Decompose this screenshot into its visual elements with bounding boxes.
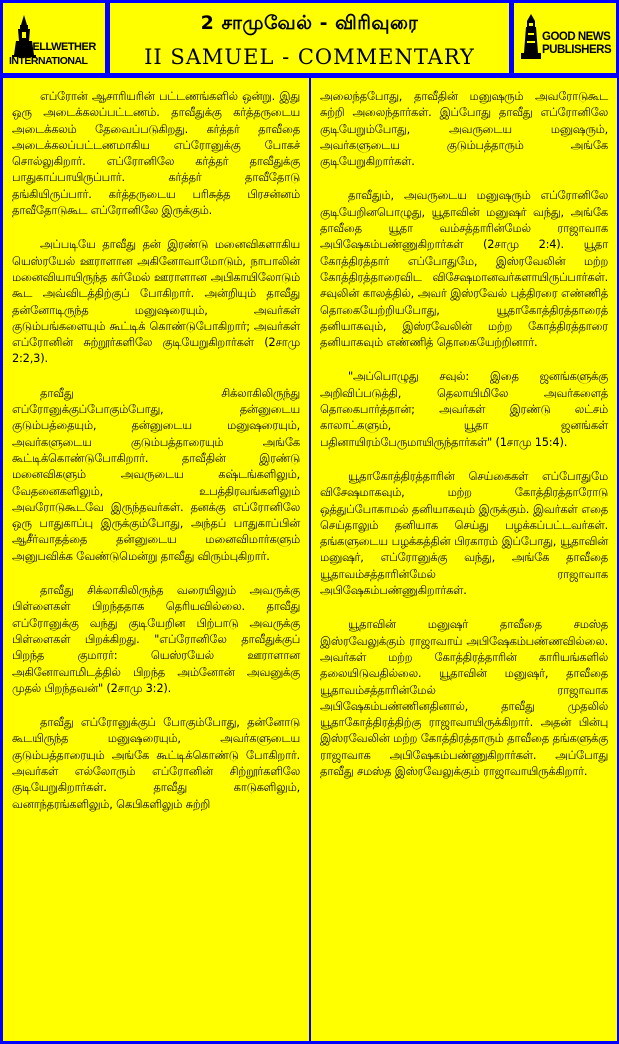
paragraph: அலைந்தபோது, தாவீதின் மனுஷரும் அவரோடுகூட சுற்றி அலைந்தார்கள். இப்போது தாவீது எப்ரோனிலே குடியேறும்போது, அவருடைய மனுஷரும், அவர்களுடைய குடும்பத்தாரும் அங்கே குடியேறுகிறார்கள். [320,89,608,169]
good-news-logo-line1: GOOD NEWS [542,31,611,43]
paragraph: யூதாகோத்திரத்தாரின் செய்கைகள் எப்போதுமே விசேஷமாகவும், மற்ற கோத்திரத்தாரோடு ஒத்துப்போகாமல் தனியாகவும் இருக்கும். இவர்கள் எதை செய்தாலும் தனியாக செய்து பழக்கப்பட்டவர்கள். தங்களுடைய பழக்கத்தின் பிரகாரம் இப்போது, யூதாவின் மனுஷர், எப்ரோனுக்கு வந்து, அங்கே தாவீதை யூதாவம்சத்தாரின்மேல் ராஜாவாக அபிஷேகம்பண்ணுகிறார்கள். [320,468,608,598]
paragraph: எப்ரோன் ஆசாரியரின் பட்டணங்களில் ஒன்று. இது ஒரு அடைக்கலப்பட்டணம். தாவீதுக்கு கர்த்தருடைய அடைக்கலம் தேவைப்படுகிறது. கர்த்தர் தாவீதை அடைக்கலப்பட்டணமாகிய எப்ரோனுக்கு போகச் சொல்லுகிறார். எப்ரோனிலே கர்த்தர் தாவீதுக்கு பாதுகாப்பாயிருப்பார். கர்த்தர் தாவீதோடு தங்கியிருப்பார். கர்த்தருடைய பரிசுத்த பிரசன்னம் தாவீதோடுகூட எப்ரோனிலே இருக்கும். [12,89,300,218]
paragraph: "அப்பொழுது சவுல்: இதை ஜனங்களுக்கு அறிவிப்படுத்தி, தெலாயிமிலே அவர்களைத் தொகைபார்த்தான்; அவர்கள் இரண்டு லட்சம் காலாட்களும், யூதா ஜனங்கள் பதினாயிரம்பேருமாயிருந்தார்கள்" (1சாமு 15:4). [320,369,608,449]
paragraph: யூதாவின் மனுஷர் தாவீதை சமஸ்த இஸ்ரவேலுக்கும் ராஜாவாய் அபிஷேகம்பண்ணவில்லை. அவர்கள் மற்ற கோத்திரத்தாரின் காரியங்களில் தலையிடுவதில்லை. யூதாவின் மனுஷர், தாவீதை யூதாவம்சத்தாரின்மேல் ராஜாவாக அபிஷேகம்பண்ணினதினால், தாவீது முதலில் யூதாகோத்திரத்திற்கு ராஜாவாயிருக்கிறார். அதன் பின்பு இஸ்ரவேலின் மற்ற கோத்திரத்தாரும் தாவீதை தங்களுக்கு ராஜாவாக அபிஷேகம்பண்ணுகிறார்கள். அப்போது தாவீது சமஸ்த இஸ்ரவேலுக்கும் ராஜாவாயிருக்கிறார். [320,617,608,778]
title-panel [110,3,509,73]
bellwether-logo [3,3,105,73]
lighthouse-icon [518,13,544,61]
page-title-tamil: 2 சாமுவேல் - விரிவுரை [200,12,419,34]
paragraph: தாவீது சிக்லாகிலிருந்த வரையிலும் அவருக்கு பிள்ளைகள் பிறந்ததாக தெரியவில்லை. தாவீது எப்ரோனுக்கு வந்து குடியேறின பிற்பாடு அவருக்கு பிள்ளைகள் பிறக்கிறது. "எப்ரோனிலே தாவீதுக்குப் பிறந்த குமாரர்: யெஸ்ரயேல் ஊராளான அகினோவாமிடத்தில் பிறந்த அம்னோன் அவனுக்கு முதல் பிறந்தவன்" (2சாமு 3:2). [12,583,300,695]
paragraph: தாவீது எப்ரோனுக்குப் போகும்போது, தன்னோடு கூடயிருந்த மனுஷரையும், அவர்களுடைய குடும்பத்தாரையும் அங்கே கூட்டிக்கொண்டு போகிறார். அவர்கள் எல்லோரும் எப்ரோனின் சிற்றூர்களிலே குடியேறுகிறார்கள். தாவீது காடுகளிலும், வனாந்தரங்களிலும், கெபிகளிலும் சுற்றி [12,715,300,811]
page-title-english: II SAMUEL - COMMENTARY [144,45,475,69]
left-text-column [3,78,309,1041]
right-text-column [311,78,617,1041]
paragraph: அப்படியே தாவீது தன் இரண்டு மனைவிகளாகிய யெஸ்ரயேல் ஊராளான அகினோவாமோடும், நாபாலின் மனைவியாயிருந்த கர்மேல் ஊராளான அபிகாயிலோடும் கூட அவ்விடத்திற்குப் போகிறார். அன்றியும் தாவீது தன்னோடிருந்த மனுஷரையும், அவர்கள் குடும்பங்களையும் கூட்டிக் கொண்டுபோகிறார்; அவர்கள் எப்ரோனின் சுற்றூர்களிலே குடியேறுகிறார்கள் (2சாமு 2:2,3). [12,237,300,366]
paragraph: தாவீது சிக்லாகிலிருந்து எப்ரோனுக்குப்போகும்போது, தன்னுடைய குடும்பத்தையும், தன்னுடைய மனுஷரையும், அவர்களுடைய குடும்பத்தாரையும் அங்கே கூட்டிக்கொண்டுபோகிறார். தாவீதின் இரண்டு மனைவிகளும் அவருடைய கஷ்டங்களிலும், வேதனைகளிலும், உபத்திரவங்களிலும் அவரோடுகூடவே இருந்தவர்கள். தனக்கு எப்ரோனிலே ஒரு பாதுகாப்பு இருக்கும்போது, அந்தப் பாதுகாப்பின் ஆசீர்வாதத்தை தன்னுடைய மனைவிமார்களும் அனுபவிக்க வேண்டுமென்று தாவீது விரும்புகிறார். [12,385,300,563]
good-news-logo-line2: PUBLISHERS [542,44,612,56]
good-news-publishers-logo [514,3,616,73]
bellwether-logo-line2: INTERNATIONAL [9,55,88,67]
paragraph: தாவீதும், அவருடைய மனுஷரும் எப்ரோனிலே குடியேறினபொழுது, யூதாவின் மனுஷர் வந்து, அங்கே தாவீதை யூதா வம்சத்தாரின்மேல் ராஜாவாக அபிஷேகம்பண்ணுகிறார்கள் (2சாமு 2:4). யூதா கோத்திரத்தார் எப்போதுமே, இஸ்ரவேலின் மற்ற கோத்திரத்தாரைவிட விசேஷமானவர்களாயிருப்பார்கள். சவுலின் காலத்தில், அவர் இஸ்ரவேல் புத்திரரை எண்ணித் தொகையேற்றியபோது, யூதாகோத்திரத்தாரைத் தனியாகவும், இஸ்ரவேலின் மற்ற கோத்திரத்தாரை தனியாகவும் எண்ணித் தொகையேற்றினார். [320,188,608,350]
bellwether-logo-line1: BELLWETHER [25,41,96,53]
